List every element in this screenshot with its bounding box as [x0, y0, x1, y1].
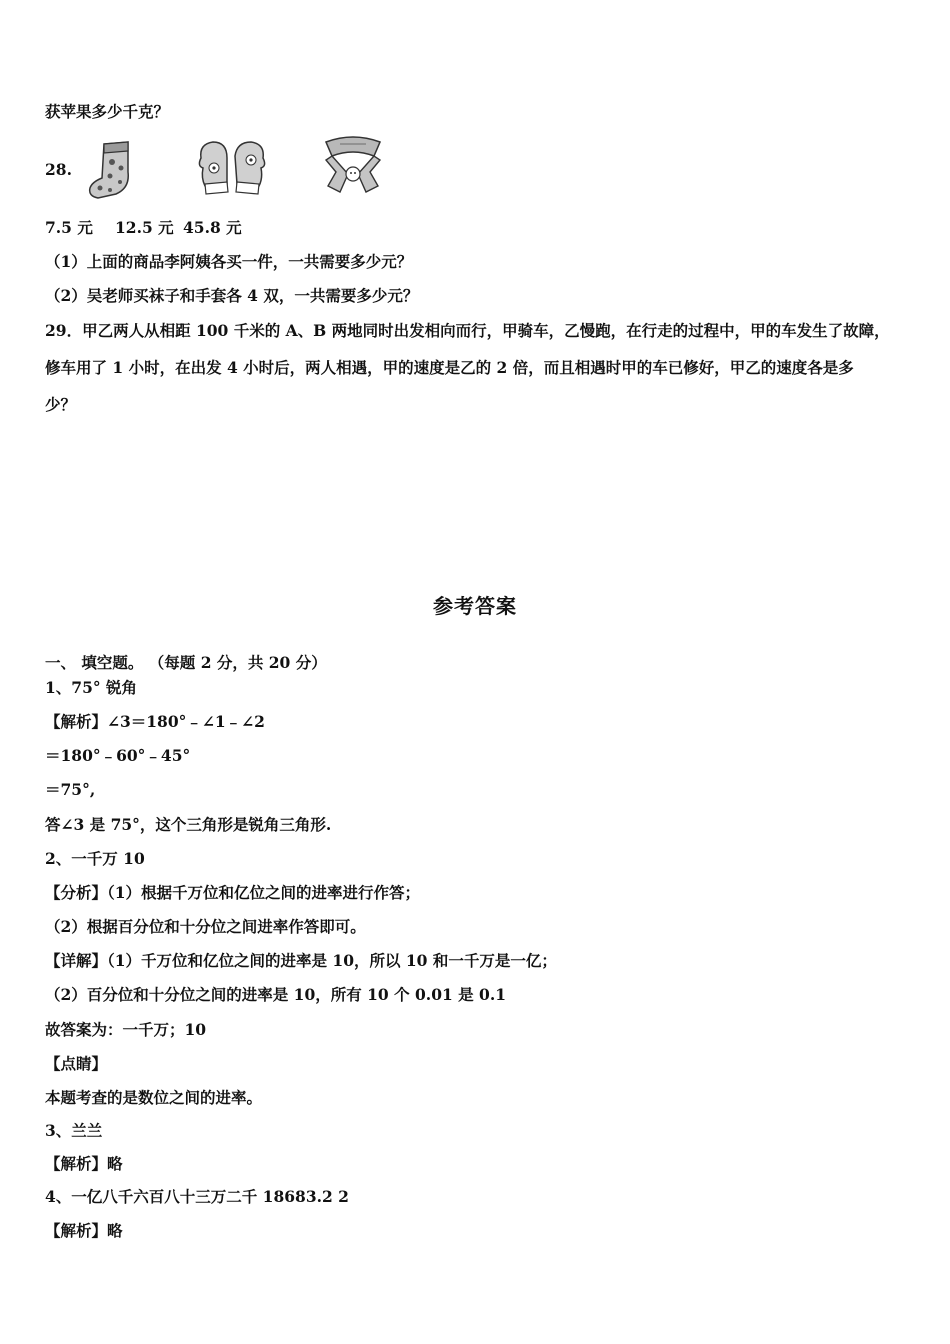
answer-line: 2、一千万 10 [45, 849, 145, 868]
answer-line: 本题考查的是数位之间的进率。 [45, 1088, 263, 1107]
mitten-price: 12.5 元 [115, 218, 174, 237]
answer-line: 【解析】略 [45, 1154, 123, 1173]
question-28-number: 28. [45, 160, 72, 179]
answer-line: （2）根据百分位和十分位之间进率作答即可。 [45, 917, 366, 936]
answer-line: 【解析】∠3＝180°﹣∠1﹣∠2 [45, 712, 265, 731]
sock-icon [86, 138, 138, 200]
sock-price: 7.5 元 [45, 218, 93, 237]
answer-line: ＝75°, [45, 780, 96, 799]
question-28-sub2: （2）吴老师买袜子和手套各 4 双，一共需要多少元？ [45, 286, 419, 305]
answer-line: 故答案为：一千万；10 [45, 1020, 207, 1039]
question-29-line3: 少？ [45, 395, 77, 414]
question-27-tail: 获苹果多少千克？ [45, 102, 170, 121]
answer-line: 【点睛】 [45, 1054, 108, 1073]
question-29-line1: 29．甲乙两人从相距 100 千米的 A、B 两地同时出发相向而行，甲骑车，乙慢跑，在行走的过程中，甲的车发生了故障， [45, 321, 890, 340]
answer-line: 答∠3 是 75°，这个三角形是锐角三角形. [45, 815, 332, 834]
price-row [45, 218, 242, 238]
answer-title: 参考答案 [433, 594, 517, 618]
question-28-sub1: （1）上面的商品李阿姨各买一件，一共需要多少元？ [45, 252, 413, 271]
answer-line: （2）百分位和十分位之间的进率是 10，所有 10 个 0.01 是 0.1 [45, 985, 507, 1004]
answer-line: 1、75° 锐角 [45, 678, 138, 697]
scarf-icon [320, 134, 386, 196]
answer-line: 【详解】（1）千万位和亿位之间的进率是 10，所以 10 和一千万是一亿； [45, 951, 557, 970]
answer-section-heading: 一、 填空题。 （每题 2 分，共 20 分） [45, 653, 327, 672]
question-29-line2: 修车用了 1 小时，在出发 4 小时后，两人相遇，甲的速度是乙的 2 倍，而且相遇时甲的车已修好，甲乙的速度各是多 [45, 358, 854, 377]
mitten-icon [195, 138, 269, 198]
answer-line: 【解析】略 [45, 1221, 123, 1240]
answer-line: 【分析】（1）根据千万位和亿位之间的进率进行作答； [45, 883, 421, 902]
answer-line: ＝180°﹣60°﹣45° [45, 746, 191, 765]
answer-line: 4、一亿八千六百八十三万二千 18683.2 2 [45, 1187, 349, 1206]
scarf-price: 45.8 元 [183, 218, 242, 237]
answer-line: 3、兰兰 [45, 1121, 103, 1140]
